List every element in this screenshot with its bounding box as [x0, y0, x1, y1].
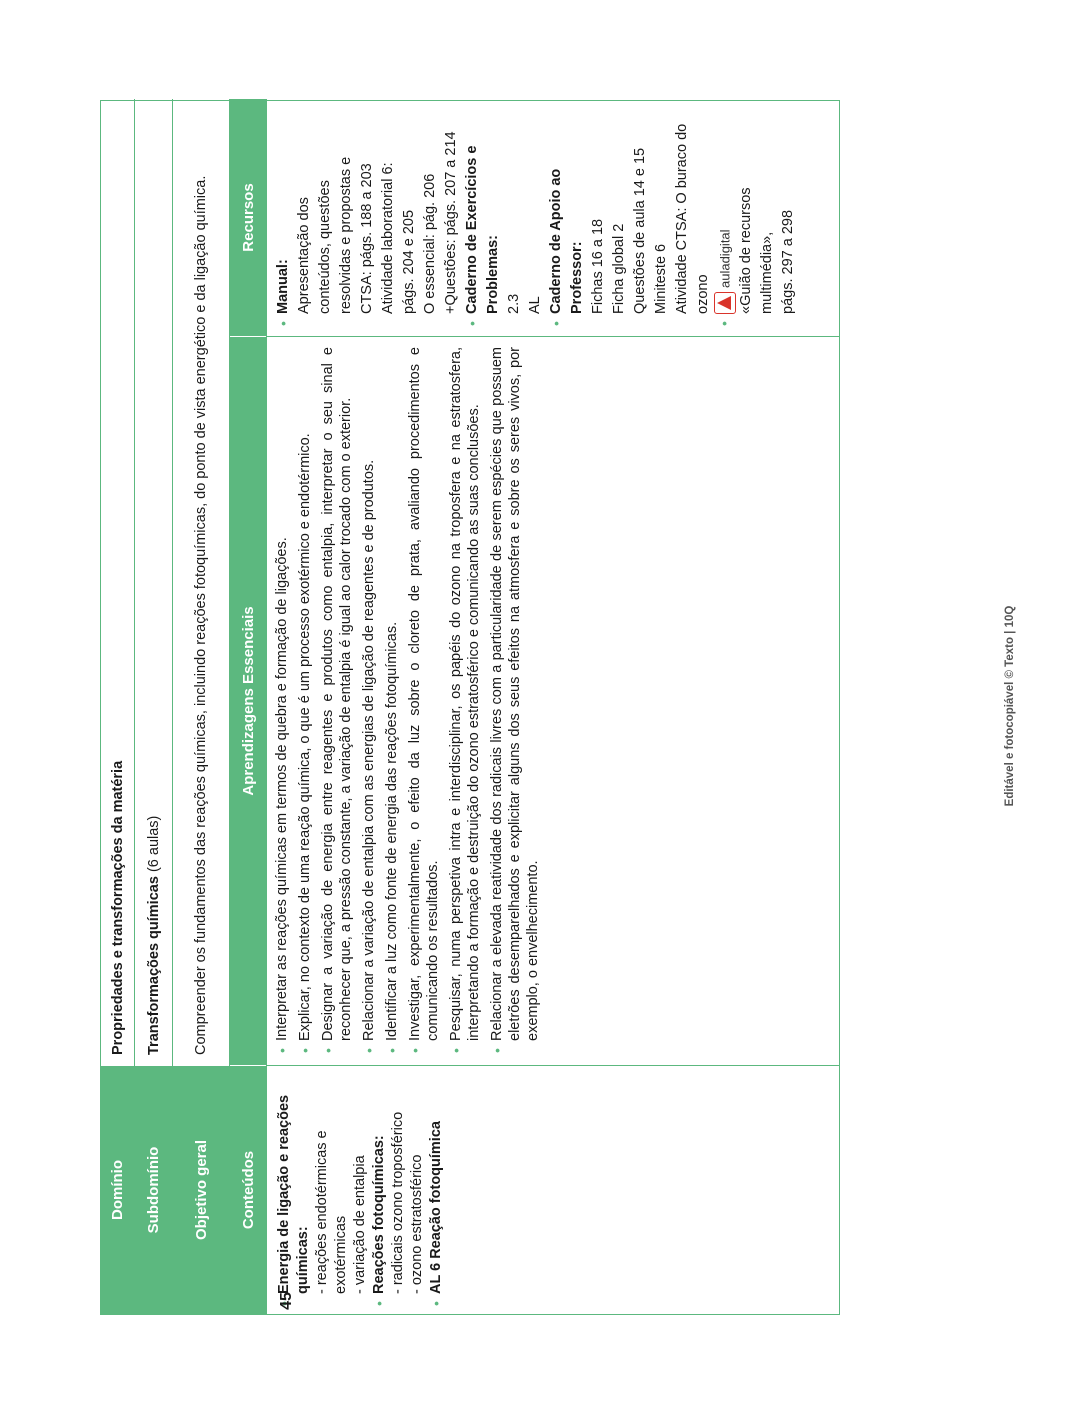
- recursos-caderno-title: Caderno de Exercícios e Problemas:: [464, 145, 501, 314]
- recursos-line: págs. 297 a 298: [780, 209, 796, 314]
- aprendizagem-item: • Identificar a luz como fonte de energia das reações fotoquímicas.: [383, 347, 401, 1055]
- aula-digital-logo-text: auladigital: [717, 229, 733, 288]
- recursos-line: Atividade CTSA: O buraco do ozono: [674, 123, 711, 314]
- aprendizagem-item: • Relacionar a variação de entalpia com as energias de ligação de reagentes e de produtos.: [360, 347, 378, 1055]
- rotated-page: [100, 100, 840, 1315]
- recursos-line: O essencial: pág. 206: [422, 173, 438, 314]
- recursos-line: Atividade laboratorial 6:: [380, 162, 396, 314]
- subdominio-value: [135, 99, 172, 1065]
- objetivo-value: Compreender os fundamentos das reações químicas, incluindo reações fotoquímicas, do ponto de vista energético e da ligação química.: [192, 175, 209, 1055]
- page-number-text: 45: [278, 1292, 295, 1310]
- subdominio-aulas: (6 aulas): [145, 815, 162, 873]
- recursos-line: «Guião de recursos: [738, 187, 754, 314]
- aprendizagem-item: • Designar a variação de energia entre reagentes e produtos como entalpia, interpretar o seu sinal e reconhecer que, a pressão constante, a variação de entalpia é igual ao calor trocado com o exterior.: [319, 347, 355, 1055]
- aprendizagem-item: • Interpretar as reações químicas em termos de quebra e formação de ligações.: [273, 347, 291, 1055]
- aprendizagem-item: • Relacionar a elevada reatividade dos radicais livres com a particularidade de serem espécies que possuem eletrões desemparelhados e explicitar alguns dos seus efeitos na atmosfera e sobre os seres vivos, por exemplo, o envelhecimento.: [488, 347, 542, 1055]
- planning-table-page: [100, 100, 840, 1315]
- conteudos-column: [267, 1065, 839, 1314]
- aprendizagem-item: • Explicar, no contexto de uma reação química, o que é um processo exotérmico e endotérmico.: [296, 347, 314, 1055]
- aprendizagens-column: [267, 336, 839, 1065]
- aprendizagem-item: • Investigar, experimentalmente, o efeito da luz sobre o cloreto de prata, avaliando procedimentos e comunicando os resultados.: [406, 347, 442, 1055]
- dominio-value: [101, 99, 134, 1065]
- recursos-line: Questões de aula 14 e 15: [632, 147, 648, 314]
- footer: [1000, 590, 1020, 830]
- conteudos-subitem: - ozono estratosférico: [409, 1154, 425, 1294]
- recursos-line: Apresentação dos: [296, 197, 312, 314]
- recursos-line: 2.3: [506, 293, 522, 314]
- conteudos-item-title: Energia de ligação e reações químicas:: [276, 1094, 311, 1294]
- conteudos-item-fotoquimicas: [370, 1072, 427, 1308]
- aula-digital-logo-icon: [714, 292, 736, 314]
- objetivo-label: Objetivo geral: [173, 1065, 229, 1314]
- dominio-text: Propriedades e transformações da matéria: [109, 760, 126, 1055]
- conteudos-subitem: - reações endotérmicas e exotérmicas: [314, 1130, 349, 1294]
- recursos-line: Ficha global 2: [611, 223, 627, 314]
- recursos-caderno: [462, 107, 546, 328]
- recursos-line: AL: [527, 296, 543, 314]
- aprendizagem-item: • Pesquisar, numa perspetiva intra e interdisciplinar, os papéis do ozono na troposfera e na estratosfera, interpretando a formação e destruição do ozono estratosférico e comunicando as suas conclusões.: [447, 347, 483, 1055]
- recursos-line: conteúdos, questões: [317, 180, 333, 314]
- recursos-line: Miniteste 6: [653, 243, 669, 314]
- recursos-line: multimédia»,: [759, 231, 775, 314]
- header-row: [230, 99, 267, 1314]
- recursos-column: [267, 99, 839, 336]
- recursos-line: +Questões: págs. 207 a 214: [443, 131, 459, 314]
- subdominio-text: Transformações químicas: [145, 876, 162, 1055]
- recursos-apoio-title: Caderno de Apoio ao Professor:: [548, 168, 585, 314]
- recursos-aula-digital: [714, 107, 799, 328]
- dominio-label: Domínio: [101, 1065, 134, 1314]
- conteudos-item-title: Reações fotoquímicas:: [371, 1135, 387, 1294]
- row-dominio: [101, 99, 135, 1314]
- recursos-apoio: [546, 107, 714, 328]
- recursos-manual-title: Manual:: [275, 259, 291, 314]
- conteudos-item-title: AL 6 Reação fotoquímica: [428, 1121, 444, 1294]
- conteudos-subitem: - variação de entalpia: [352, 1155, 368, 1294]
- header-conteudos: Conteúdos: [230, 1065, 266, 1314]
- conteudos-subitem: - radicais ozono troposférico: [390, 1111, 406, 1294]
- recursos-line: Fichas 16 a 18: [590, 218, 606, 314]
- conteudos-item-energia: [275, 1072, 370, 1308]
- page-number: [272, 1292, 295, 1322]
- recursos-line: págs. 204 e 205: [401, 209, 417, 314]
- footer-text: Editável e fotocopiável © Texto | 10Q: [1004, 605, 1016, 807]
- header-recursos: Recursos: [239, 183, 257, 252]
- recursos-line: CTSA: págs. 188 a 203: [359, 163, 375, 314]
- subdominio-label: Subdomínio: [135, 1065, 172, 1314]
- planning-table: [100, 100, 840, 1315]
- recursos-manual: [273, 107, 462, 328]
- row-objetivo: [173, 99, 230, 1314]
- row-subdominio: [135, 99, 173, 1314]
- header-aprendizagens: Aprendizagens Essenciais: [230, 336, 266, 1065]
- recursos-line: resolvidas e propostas e: [338, 156, 354, 314]
- conteudos-item-al6: [427, 1072, 446, 1308]
